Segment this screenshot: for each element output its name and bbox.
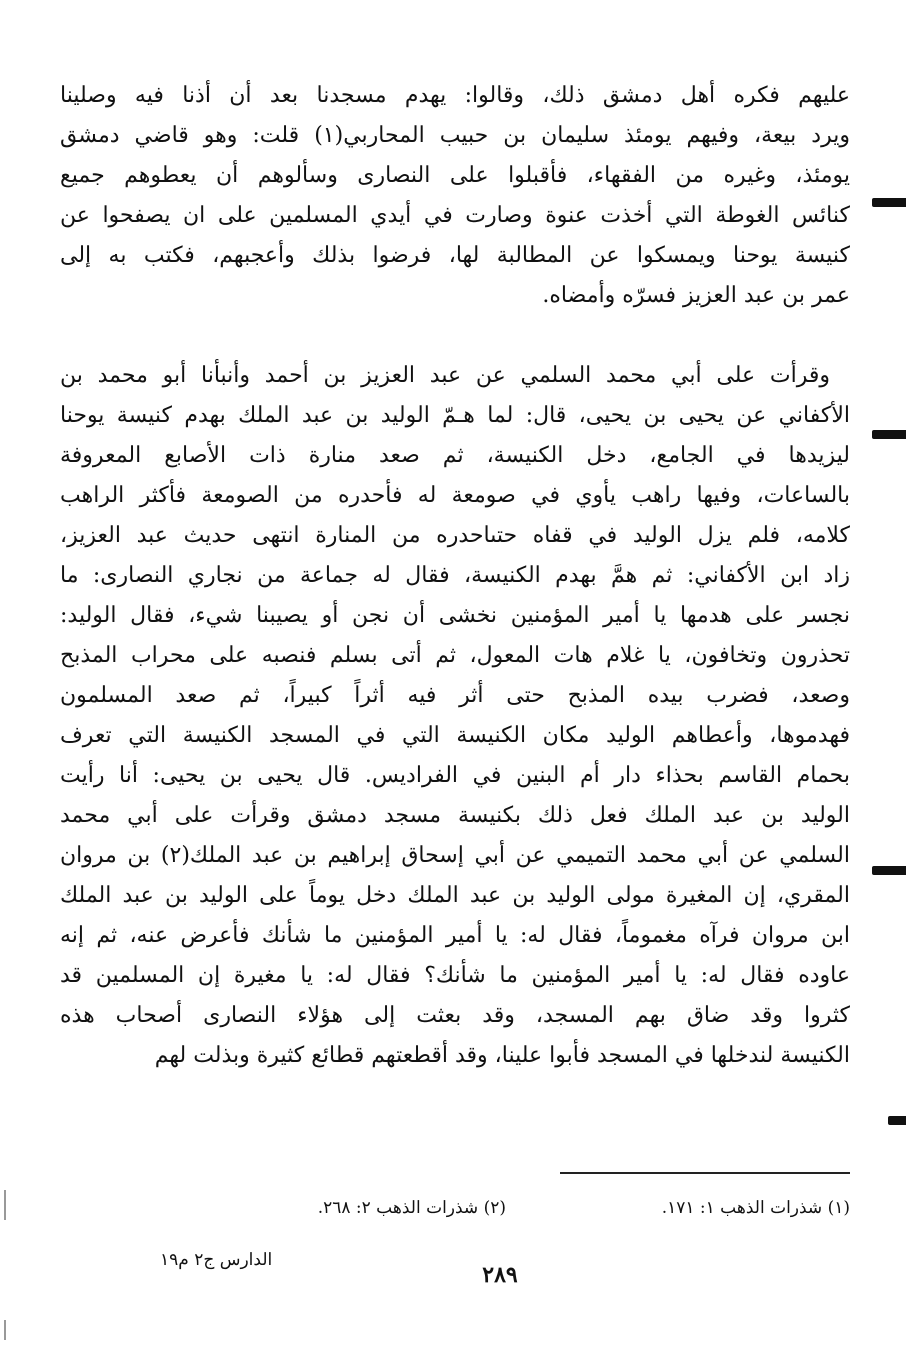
text-line: تحذرون وتخافون، يا غلام هات المعول، ثم أتى بسلم فنصبه على محراب المذبح [60, 643, 850, 668]
footnote-2: (٢) شذرات الذهب ٢: ٢٦٨. [317, 1198, 506, 1218]
scan-edge [4, 1320, 6, 1340]
text-line: ابن مروان فرآه مغموماً، فقال له: يا أمير المؤمنين ما شأنك فأعرض عنه، ثم إنه [60, 923, 850, 948]
scan-edge [4, 1190, 6, 1220]
text-line: كلامه، فلم يزل الوليد في قفاه حتىاحدره من المنارة انتهى حديث عبد العزيز، [60, 523, 850, 548]
text-line: ويرد بيعة، وفيهم يومئذ سليمان بن حبيب المحاربي(١) قلت: وهو قاضي دمشق [60, 123, 850, 148]
text-line: كنيسة يوحنا ويمسكوا عن المطالبة لها، فرضوا بذلك وأعجبهم، فكتب به إلى [60, 243, 850, 268]
signature-mark: الدارس ج٢ م١٩ [160, 1250, 273, 1270]
footnote-rule [560, 1172, 850, 1174]
margin-mark [888, 1116, 906, 1125]
text-line: عاوده فقال له: يا أمير المؤمنين ما شأنك؟ فقال له: يا مغيرة إن المسلمين قد [60, 963, 850, 988]
margin-mark [872, 198, 906, 207]
text-line: نجسر على هدمها يا أمير المؤمنين نخشى أن نجن أو يصيبنا شيء، فقال الوليد: [60, 603, 850, 628]
margin-mark [872, 866, 906, 875]
text-line: بالساعات، وفيها راهب يأوي في صومعة له فأحدره من الصومعة فأكثر الراهب [60, 483, 850, 508]
text-line: عمر بن عبد العزيز فسرّه وأمضاه. [542, 283, 850, 308]
text-line: السلمي عن أبي محمد التميمي عن أبي إسحاق إبراهيم بن عبد الملك(٢) بن مروان [60, 843, 850, 868]
text-line: الأكفاني عن يحيى بن يحيى، قال: لما هـمّ الوليد بن عبد الملك بهدم كنيسة يوحنا [60, 403, 850, 428]
margin-mark [872, 430, 906, 439]
text-line: زاد ابن الأكفاني: ثم همَّ بهدم الكنيسة، فقال له جماعة من نجاري النصارى: ما [60, 563, 850, 588]
text-line: عليهم فكره أهل دمشق ذلك، وقالوا: يهدم مسجدنا بعد أن أذنا فيه وصلينا [60, 83, 850, 108]
text-line: الكنيسة لندخلها في المسجد فأبوا علينا، وقد أقطعتهم قطائع كثيرة وبذلت لهم [154, 1043, 850, 1068]
text-line: ليزيدها في الجامع، دخل الكنيسة، ثم صعد منارة ذات الأصابع المعروفة [60, 443, 850, 468]
text-line: فهدموها، وأعطاهم الوليد مكان الكنيسة التي في المسجد الكنيسة التي تعرف [60, 723, 850, 748]
text-line: المقري، إن المغيرة مولى الوليد بن عبد الملك دخل يوماً على الوليد بن عبد الملك [60, 883, 850, 908]
text-line: وصعد، فضرب بيده المذبح حتى أثر فيه أثراً كبيراً، ثم صعد المسلمون [60, 683, 850, 708]
text-line: كثروا وقد ضاق بهم المسجد، وقد بعثت إلى هؤلاء النصارى أصحاب هذه [60, 1003, 850, 1028]
footnote-1: (١) شذرات الذهب ١: ١٧١. [661, 1198, 850, 1218]
text-line: كنائس الغوطة التي أخذت عنوة وصارت في أيدي المسلمين على ان يصفحوا عن [60, 203, 850, 228]
text-line: الوليد بن عبد الملك فعل ذلك بكنيسة مسجد دمشق وقرأت على أبي محمد [60, 803, 850, 828]
text-line: يومئذ، وغيره من الفقهاء، فأقبلوا على النصارى وسألوهم أن يعطوهم جميع [60, 163, 850, 188]
page-number: ٢٨٩ [482, 1262, 518, 1288]
text-line: بحمام القاسم بحذاء دار أم البنين في الفراديس. قال يحيى بن يحيى: أنا رأيت [60, 763, 850, 788]
text-line: وقرأت على أبي محمد السلمي عن عبد العزيز بن أحمد وأنبأنا أبو محمد بن [60, 363, 830, 388]
